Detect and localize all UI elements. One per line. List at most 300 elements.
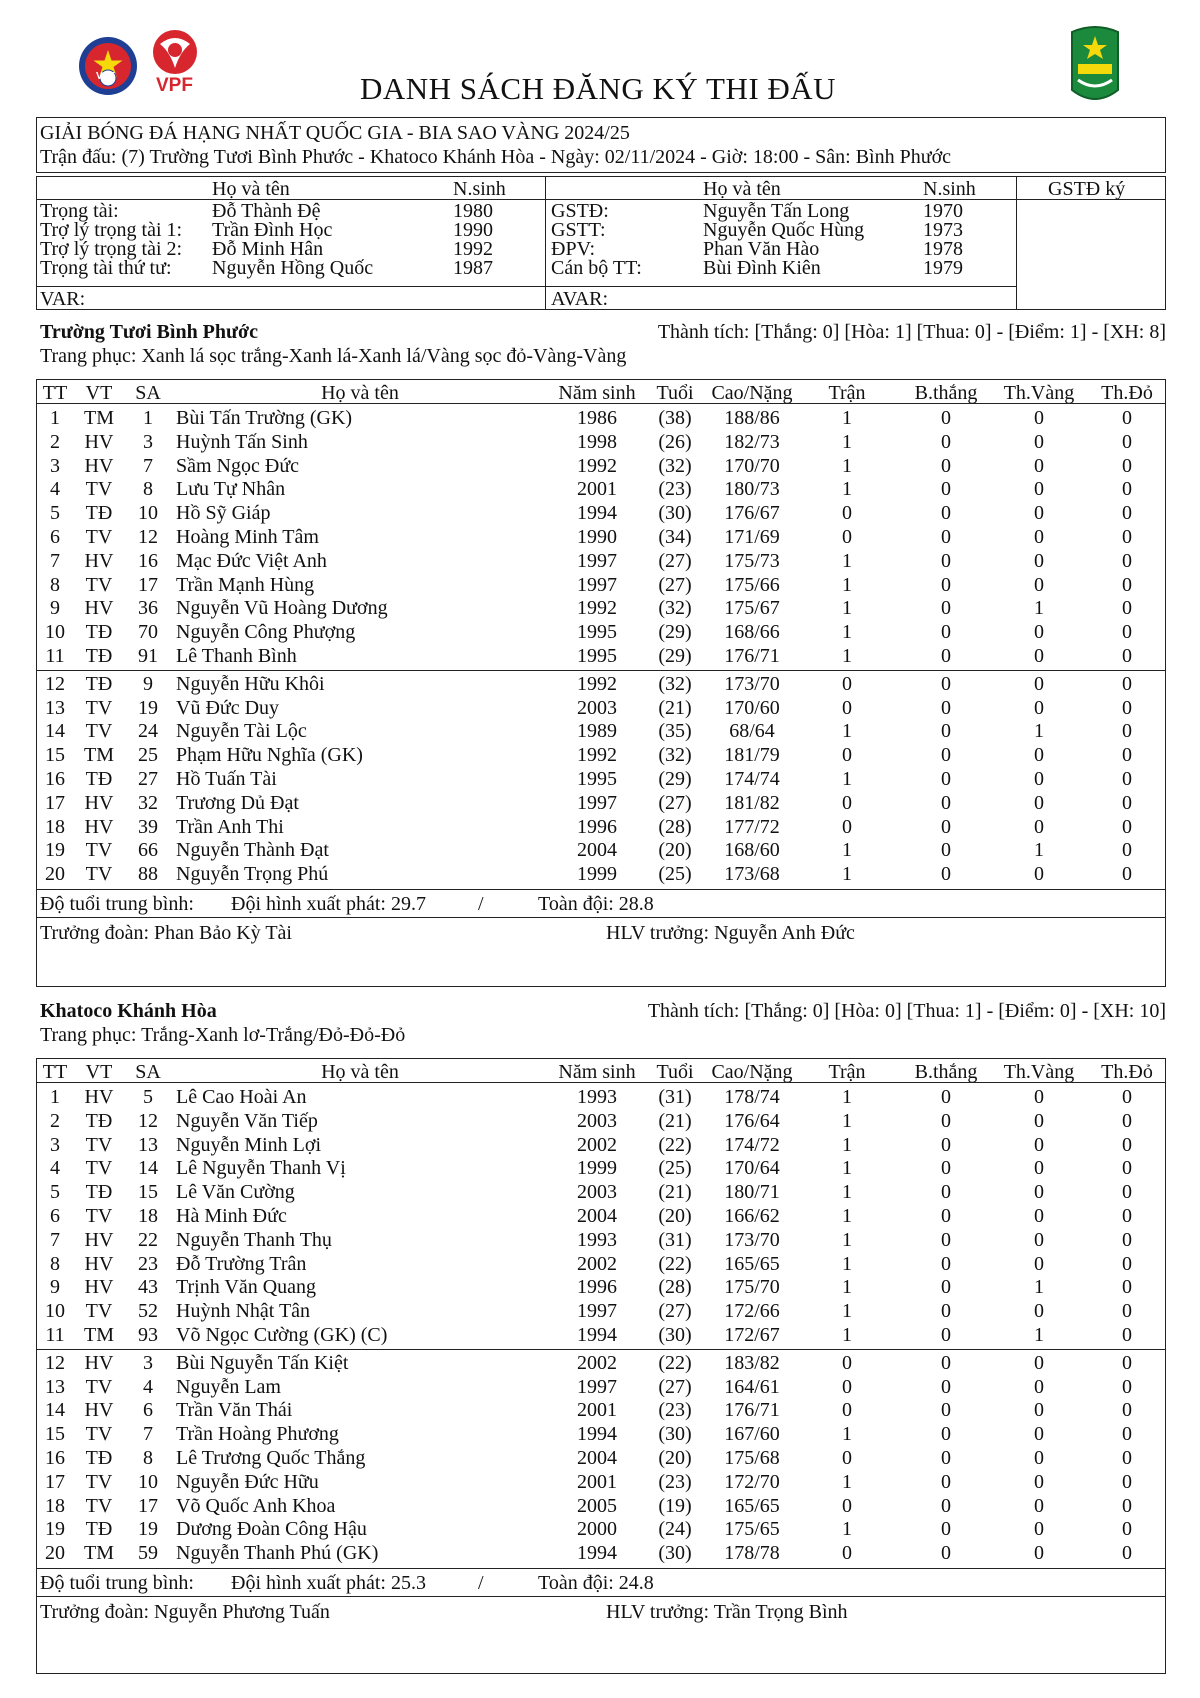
cell-shirt-number: 6 bbox=[143, 1399, 153, 1422]
cell-position: HV bbox=[84, 549, 114, 572]
cell-tt: 10 bbox=[45, 1300, 65, 1323]
cell-shirt-number: 3 bbox=[143, 1351, 153, 1374]
cell-tt: 4 bbox=[50, 1157, 60, 1180]
cell-age: (20) bbox=[658, 839, 692, 862]
team-record: Thành tích: [Thắng: 0] [Hòa: 1] [Thua: 0] - [Điểm: 1] - [XH: 8] bbox=[657, 321, 1166, 343]
cell-player-name: Lê Nguyễn Thanh Vị bbox=[176, 1157, 346, 1180]
cell-player-name: Dương Đoàn Công Hậu bbox=[176, 1518, 367, 1541]
column-header: Th.Đỏ bbox=[1101, 382, 1153, 404]
cell-position: TV bbox=[85, 720, 113, 743]
cell-player-name: Lưu Tự Nhân bbox=[176, 478, 286, 501]
avg-age-label: Độ tuổi trung bình: bbox=[40, 893, 194, 915]
cell-height-weight: 171/69 bbox=[724, 526, 780, 548]
cell-goals: 0 bbox=[941, 430, 951, 453]
cell-red-cards: 0 bbox=[1122, 1252, 1132, 1275]
column-header: Tuổi bbox=[656, 382, 694, 404]
official-name: Đỗ Minh Hân bbox=[212, 238, 324, 260]
cell-age: (30) bbox=[658, 1423, 692, 1446]
vff-logo bbox=[78, 36, 138, 96]
cell-birth-year: 1999 bbox=[577, 1157, 617, 1180]
cell-birth-year: 1994 bbox=[577, 1542, 617, 1565]
cell-age: (27) bbox=[658, 791, 692, 814]
cell-shirt-number: 88 bbox=[138, 863, 158, 886]
cell-height-weight: 168/60 bbox=[724, 839, 780, 862]
cell-tt: 11 bbox=[45, 645, 65, 667]
cell-tt: 11 bbox=[45, 1324, 65, 1346]
cell-tt: 18 bbox=[45, 1494, 65, 1517]
column-header: Trận bbox=[828, 382, 866, 404]
cell-height-weight: 173/70 bbox=[724, 1228, 780, 1251]
column-header: Tuổi bbox=[656, 1061, 694, 1083]
cell-goals: 0 bbox=[941, 1324, 951, 1346]
cell-matches: 1 bbox=[842, 1109, 852, 1132]
cell-tt: 5 bbox=[50, 1181, 60, 1204]
officials-col-birth-left: N.sinh bbox=[453, 178, 506, 200]
cell-birth-year: 1997 bbox=[577, 791, 617, 814]
cell-shirt-number: 19 bbox=[138, 1518, 158, 1541]
cell-red-cards: 0 bbox=[1122, 454, 1132, 477]
cell-goals: 0 bbox=[941, 1252, 951, 1275]
cell-red-cards: 0 bbox=[1122, 1205, 1132, 1227]
cell-shirt-number: 7 bbox=[143, 1423, 153, 1446]
cell-shirt-number: 14 bbox=[138, 1157, 158, 1180]
cell-matches: 0 bbox=[842, 815, 852, 838]
cell-age: (22) bbox=[658, 1133, 692, 1156]
cell-age: (35) bbox=[658, 720, 692, 743]
cell-yellow-cards: 0 bbox=[1034, 768, 1044, 790]
cell-position: HV bbox=[84, 597, 114, 620]
team-manager: Trưởng đoàn: Nguyễn Phương Tuấn bbox=[40, 1601, 330, 1623]
cell-yellow-cards: 0 bbox=[1034, 1133, 1044, 1156]
cell-height-weight: 166/62 bbox=[724, 1205, 780, 1227]
cell-player-name: Nguyễn Minh Lợi bbox=[176, 1133, 322, 1156]
cell-player-name: Mạc Đức Việt Anh bbox=[176, 549, 327, 572]
cell-height-weight: 176/71 bbox=[724, 1399, 780, 1422]
cell-player-name: Nguyễn Lam bbox=[176, 1375, 281, 1398]
cell-player-name: Sầm Ngọc Đức bbox=[176, 454, 300, 477]
cell-age: (25) bbox=[658, 1157, 692, 1180]
cell-birth-year: 2003 bbox=[577, 696, 617, 719]
table-row bbox=[0, 1324, 1200, 1346]
cell-birth-year: 1997 bbox=[577, 1375, 617, 1398]
cell-matches: 1 bbox=[842, 430, 852, 453]
cell-shirt-number: 39 bbox=[138, 815, 158, 838]
cell-height-weight: 172/70 bbox=[724, 1470, 780, 1493]
official-role: GSTĐ: bbox=[551, 200, 609, 222]
cell-position: HV bbox=[84, 791, 114, 814]
cell-shirt-number: 4 bbox=[143, 1375, 153, 1398]
cell-red-cards: 0 bbox=[1122, 1351, 1132, 1374]
cell-matches: 1 bbox=[842, 621, 852, 644]
column-header: Cao/Nặng bbox=[711, 1061, 793, 1083]
cell-goals: 0 bbox=[941, 672, 951, 695]
cell-red-cards: 0 bbox=[1122, 478, 1132, 501]
officials-col-birth-right: N.sinh bbox=[923, 178, 976, 200]
cell-position: HV bbox=[84, 1399, 114, 1422]
cell-position: TV bbox=[85, 863, 113, 886]
cell-position: TM bbox=[84, 744, 114, 767]
cell-matches: 0 bbox=[842, 1542, 852, 1565]
cell-height-weight: 68/64 bbox=[729, 720, 775, 743]
cell-shirt-number: 10 bbox=[138, 1470, 158, 1493]
cell-matches: 0 bbox=[842, 1375, 852, 1398]
cell-shirt-number: 25 bbox=[138, 744, 158, 767]
cell-player-name: Nguyễn Hữu Khôi bbox=[176, 672, 325, 695]
cell-birth-year: 1992 bbox=[577, 597, 617, 620]
cell-shirt-number: 9 bbox=[143, 672, 153, 695]
column-header: TT bbox=[42, 382, 68, 404]
cell-red-cards: 0 bbox=[1122, 1181, 1132, 1204]
cell-position: HV bbox=[84, 1228, 114, 1251]
cell-height-weight: 180/71 bbox=[724, 1181, 780, 1204]
cell-tt: 8 bbox=[50, 573, 60, 596]
cell-matches: 0 bbox=[842, 1351, 852, 1374]
cell-matches: 0 bbox=[842, 1494, 852, 1517]
cell-matches: 1 bbox=[842, 839, 852, 862]
column-header: SA bbox=[135, 1061, 161, 1083]
cell-height-weight: 165/65 bbox=[724, 1494, 780, 1517]
column-header: Th.Vàng bbox=[1003, 1061, 1075, 1083]
cell-yellow-cards: 0 bbox=[1034, 526, 1044, 548]
official-birth: 1978 bbox=[923, 238, 963, 260]
cell-red-cards: 0 bbox=[1122, 744, 1132, 767]
cell-tt: 5 bbox=[50, 502, 60, 525]
cell-shirt-number: 10 bbox=[138, 502, 158, 525]
cell-goals: 0 bbox=[941, 597, 951, 620]
cell-goals: 0 bbox=[941, 1351, 951, 1374]
cell-red-cards: 0 bbox=[1122, 1542, 1132, 1565]
cell-yellow-cards: 0 bbox=[1034, 1252, 1044, 1275]
league-line: GIẢI BÓNG ĐÁ HẠNG NHẤT QUỐC GIA - BIA SAO VÀNG 2024/25 bbox=[40, 122, 630, 144]
table-row bbox=[0, 1447, 1200, 1469]
cell-tt: 19 bbox=[45, 839, 65, 862]
table-row bbox=[0, 1157, 1200, 1179]
cell-tt: 14 bbox=[45, 720, 65, 743]
cell-birth-year: 2000 bbox=[577, 1518, 617, 1541]
cell-birth-year: 1996 bbox=[577, 1276, 617, 1299]
column-header: SA bbox=[135, 382, 161, 404]
cell-birth-year: 1989 bbox=[577, 720, 617, 743]
cell-player-name: Phạm Hữu Nghĩa (GK) bbox=[176, 744, 363, 767]
cell-red-cards: 0 bbox=[1122, 815, 1132, 838]
cell-position: TM bbox=[84, 407, 114, 429]
cell-height-weight: 188/86 bbox=[724, 407, 780, 429]
cell-goals: 0 bbox=[941, 1447, 951, 1469]
cell-matches: 1 bbox=[842, 454, 852, 477]
cell-red-cards: 0 bbox=[1122, 1300, 1132, 1323]
cell-tt: 2 bbox=[50, 430, 60, 453]
cell-height-weight: 182/73 bbox=[724, 430, 780, 453]
column-header: B.thắng bbox=[914, 1061, 978, 1083]
cell-player-name: Huỳnh Nhật Tân bbox=[176, 1300, 311, 1323]
cell-red-cards: 0 bbox=[1122, 1399, 1132, 1422]
cell-red-cards: 0 bbox=[1122, 768, 1132, 790]
cell-tt: 16 bbox=[45, 1447, 65, 1469]
cell-tt: 16 bbox=[45, 768, 65, 790]
cell-shirt-number: 12 bbox=[138, 526, 158, 548]
cell-tt: 6 bbox=[50, 526, 60, 548]
cell-goals: 0 bbox=[941, 1205, 951, 1227]
cell-red-cards: 0 bbox=[1122, 502, 1132, 525]
cell-yellow-cards: 0 bbox=[1034, 573, 1044, 596]
cell-height-weight: 175/70 bbox=[724, 1276, 780, 1299]
column-header: B.thắng bbox=[914, 382, 978, 404]
cell-goals: 0 bbox=[941, 815, 951, 838]
cell-yellow-cards: 0 bbox=[1034, 1423, 1044, 1446]
table-row bbox=[0, 1376, 1200, 1398]
cell-goals: 0 bbox=[941, 768, 951, 790]
cell-height-weight: 175/68 bbox=[724, 1447, 780, 1469]
cell-goals: 0 bbox=[941, 1157, 951, 1180]
table-row bbox=[0, 455, 1200, 477]
cell-shirt-number: 8 bbox=[143, 1447, 153, 1469]
cell-yellow-cards: 0 bbox=[1034, 621, 1044, 644]
cell-matches: 1 bbox=[842, 1228, 852, 1251]
table-row bbox=[0, 478, 1200, 500]
cell-birth-year: 1998 bbox=[577, 430, 617, 453]
cell-age: (27) bbox=[658, 573, 692, 596]
cell-shirt-number: 36 bbox=[138, 597, 158, 620]
cell-position: TV bbox=[85, 526, 113, 548]
cell-red-cards: 0 bbox=[1122, 573, 1132, 596]
cell-player-name: Hoàng Minh Tâm bbox=[176, 526, 319, 548]
cell-tt: 12 bbox=[45, 1351, 65, 1374]
cell-yellow-cards: 1 bbox=[1034, 1324, 1044, 1346]
cell-yellow-cards: 0 bbox=[1034, 1399, 1044, 1422]
avg-age-slash: / bbox=[478, 1572, 484, 1594]
cell-age: (30) bbox=[658, 1324, 692, 1346]
vff-logo-text: VFF bbox=[96, 71, 115, 82]
cell-shirt-number: 93 bbox=[138, 1324, 158, 1346]
cell-yellow-cards: 0 bbox=[1034, 645, 1044, 667]
cell-player-name: Trần Mạnh Hùng bbox=[176, 573, 315, 596]
cell-yellow-cards: 0 bbox=[1034, 1494, 1044, 1517]
cell-position: TĐ bbox=[85, 1518, 113, 1541]
official-birth: 1973 bbox=[923, 219, 963, 241]
cell-age: (21) bbox=[658, 1181, 692, 1204]
cell-shirt-number: 13 bbox=[138, 1133, 158, 1156]
cell-goals: 0 bbox=[941, 863, 951, 886]
cell-yellow-cards: 1 bbox=[1034, 839, 1044, 862]
official-birth: 1990 bbox=[453, 219, 493, 241]
cell-yellow-cards: 0 bbox=[1034, 549, 1044, 572]
table-row bbox=[0, 697, 1200, 719]
cell-shirt-number: 59 bbox=[138, 1542, 158, 1565]
cell-birth-year: 1992 bbox=[577, 744, 617, 767]
cell-position: TV bbox=[85, 1157, 113, 1180]
table-row bbox=[0, 1134, 1200, 1156]
cell-birth-year: 2002 bbox=[577, 1252, 617, 1275]
table-row bbox=[0, 1518, 1200, 1540]
cell-height-weight: 174/72 bbox=[724, 1133, 780, 1156]
cell-yellow-cards: 0 bbox=[1034, 478, 1044, 501]
cell-goals: 0 bbox=[941, 1399, 951, 1422]
cell-player-name: Nguyễn Vũ Hoàng Dương bbox=[176, 597, 388, 620]
cell-yellow-cards: 0 bbox=[1034, 502, 1044, 525]
cell-player-name: Đỗ Trường Trân bbox=[176, 1252, 307, 1275]
table-row bbox=[0, 1399, 1200, 1421]
cell-yellow-cards: 0 bbox=[1034, 672, 1044, 695]
cell-red-cards: 0 bbox=[1122, 1086, 1132, 1108]
cell-birth-year: 1986 bbox=[577, 407, 617, 429]
table-row bbox=[0, 839, 1200, 861]
cell-goals: 0 bbox=[941, 1228, 951, 1251]
cell-shirt-number: 5 bbox=[143, 1086, 153, 1108]
table-row bbox=[0, 1276, 1200, 1298]
table-row bbox=[0, 1300, 1200, 1322]
cell-red-cards: 0 bbox=[1122, 1324, 1132, 1346]
cell-matches: 1 bbox=[842, 1157, 852, 1180]
cell-red-cards: 0 bbox=[1122, 1133, 1132, 1156]
cell-birth-year: 2003 bbox=[577, 1181, 617, 1204]
table-row bbox=[0, 526, 1200, 548]
cell-matches: 1 bbox=[842, 549, 852, 572]
cell-player-name: Nguyễn Văn Tiếp bbox=[176, 1109, 318, 1132]
table-row bbox=[0, 407, 1200, 429]
official-name: Trần Đình Học bbox=[212, 219, 333, 241]
cell-yellow-cards: 0 bbox=[1034, 791, 1044, 814]
cell-shirt-number: 24 bbox=[138, 720, 158, 743]
cell-player-name: Huỳnh Tấn Sinh bbox=[176, 430, 308, 453]
official-name: Bùi Đình Kiên bbox=[703, 257, 821, 279]
cell-birth-year: 1999 bbox=[577, 863, 617, 886]
official-role: ĐPV: bbox=[551, 238, 596, 260]
cell-shirt-number: 7 bbox=[143, 454, 153, 477]
cell-player-name: Võ Ngọc Cường (GK) (C) bbox=[176, 1324, 388, 1346]
cell-tt: 1 bbox=[50, 1086, 60, 1108]
cell-birth-year: 1993 bbox=[577, 1086, 617, 1108]
cell-height-weight: 173/68 bbox=[724, 863, 780, 886]
cell-tt: 1 bbox=[50, 407, 60, 429]
official-birth: 1992 bbox=[453, 238, 493, 260]
cell-yellow-cards: 0 bbox=[1034, 1205, 1044, 1227]
cell-birth-year: 2001 bbox=[577, 478, 617, 501]
column-header: Họ và tên bbox=[321, 1061, 399, 1083]
cell-player-name: Vũ Đức Duy bbox=[176, 696, 280, 719]
cell-matches: 1 bbox=[842, 1276, 852, 1299]
cell-height-weight: 172/67 bbox=[724, 1324, 780, 1346]
cell-red-cards: 0 bbox=[1122, 696, 1132, 719]
table-row bbox=[0, 816, 1200, 838]
cell-tt: 13 bbox=[45, 1375, 65, 1398]
official-name: Phan Văn Hào bbox=[703, 238, 820, 260]
cell-yellow-cards: 0 bbox=[1034, 1109, 1044, 1132]
cell-goals: 0 bbox=[941, 621, 951, 644]
column-header: Th.Vàng bbox=[1003, 382, 1075, 404]
cell-age: (23) bbox=[658, 1470, 692, 1493]
cell-height-weight: 178/74 bbox=[724, 1086, 780, 1108]
cell-position: TV bbox=[85, 1494, 113, 1517]
vpf-logo-text: VPF bbox=[156, 75, 193, 96]
team-kit: Trang phục: Xanh lá sọc trắng-Xanh lá-Xanh lá/Vàng sọc đỏ-Vàng-Vàng bbox=[40, 345, 627, 367]
official-birth: 1980 bbox=[453, 200, 493, 222]
table-row bbox=[0, 792, 1200, 814]
cell-tt: 7 bbox=[50, 549, 60, 572]
cell-player-name: Trần Văn Thái bbox=[176, 1399, 293, 1422]
cell-position: TM bbox=[84, 1542, 114, 1565]
cell-goals: 0 bbox=[941, 1494, 951, 1517]
cell-age: (29) bbox=[658, 645, 692, 667]
cell-yellow-cards: 1 bbox=[1034, 720, 1044, 743]
cell-age: (22) bbox=[658, 1351, 692, 1374]
cell-height-weight: 181/82 bbox=[724, 791, 780, 814]
table-row bbox=[0, 621, 1200, 643]
official-name: Nguyễn Quốc Hùng bbox=[703, 219, 865, 241]
official-birth: 1979 bbox=[923, 257, 963, 279]
table-row bbox=[0, 597, 1200, 619]
table-row bbox=[0, 1471, 1200, 1493]
cell-shirt-number: 43 bbox=[138, 1276, 158, 1299]
cell-player-name: Lê Văn Cường bbox=[176, 1181, 295, 1204]
cell-age: (19) bbox=[658, 1494, 692, 1517]
column-header: Trận bbox=[828, 1061, 866, 1083]
cell-red-cards: 0 bbox=[1122, 1276, 1132, 1299]
cell-goals: 0 bbox=[941, 720, 951, 743]
table-row bbox=[0, 1181, 1200, 1203]
cell-red-cards: 0 bbox=[1122, 1494, 1132, 1517]
cell-matches: 1 bbox=[842, 1133, 852, 1156]
cell-shirt-number: 8 bbox=[143, 478, 153, 501]
cell-red-cards: 0 bbox=[1122, 839, 1132, 862]
cell-position: TĐ bbox=[85, 1181, 113, 1204]
cell-red-cards: 0 bbox=[1122, 672, 1132, 695]
cell-matches: 1 bbox=[842, 1423, 852, 1446]
cell-height-weight: 176/67 bbox=[724, 502, 780, 525]
cell-yellow-cards: 0 bbox=[1034, 1157, 1044, 1180]
cell-player-name: Nguyễn Công Phượng bbox=[176, 621, 356, 644]
cell-matches: 0 bbox=[842, 502, 852, 525]
cell-age: (27) bbox=[658, 1300, 692, 1323]
cell-shirt-number: 17 bbox=[138, 573, 158, 596]
cell-red-cards: 0 bbox=[1122, 791, 1132, 814]
cell-age: (23) bbox=[658, 1399, 692, 1422]
cell-matches: 1 bbox=[842, 1205, 852, 1227]
cell-matches: 1 bbox=[842, 1252, 852, 1275]
cell-shirt-number: 27 bbox=[138, 768, 158, 790]
column-header: VT bbox=[85, 1061, 113, 1083]
cell-height-weight: 176/64 bbox=[724, 1109, 780, 1132]
cell-position: TV bbox=[85, 1375, 113, 1398]
cell-yellow-cards: 0 bbox=[1034, 744, 1044, 767]
cell-position: HV bbox=[84, 454, 114, 477]
cell-yellow-cards: 1 bbox=[1034, 597, 1044, 620]
page-title: DANH SÁCH ĐĂNG KÝ THI ĐẤU bbox=[360, 71, 837, 106]
cell-birth-year: 1995 bbox=[577, 645, 617, 667]
cell-tt: 10 bbox=[45, 621, 65, 644]
cell-matches: 1 bbox=[842, 1181, 852, 1204]
cell-age: (38) bbox=[658, 407, 692, 429]
official-role: Cán bộ TT: bbox=[551, 257, 642, 279]
cell-position: TV bbox=[85, 1300, 113, 1323]
cell-yellow-cards: 0 bbox=[1034, 430, 1044, 453]
cell-yellow-cards: 0 bbox=[1034, 1447, 1044, 1469]
cell-tt: 19 bbox=[45, 1518, 65, 1541]
official-birth: 1987 bbox=[453, 257, 493, 279]
cell-age: (31) bbox=[658, 1228, 692, 1251]
cell-height-weight: 175/67 bbox=[724, 597, 780, 620]
cell-shirt-number: 23 bbox=[138, 1252, 158, 1275]
cell-age: (22) bbox=[658, 1252, 692, 1275]
cell-height-weight: 172/66 bbox=[724, 1300, 780, 1323]
cell-matches: 1 bbox=[842, 573, 852, 596]
cell-position: TĐ bbox=[85, 1109, 113, 1132]
cell-goals: 0 bbox=[941, 502, 951, 525]
cell-age: (20) bbox=[658, 1205, 692, 1227]
cell-age: (32) bbox=[658, 672, 692, 695]
cell-yellow-cards: 0 bbox=[1034, 1542, 1044, 1565]
table-row bbox=[0, 673, 1200, 695]
cell-player-name: Trương Dủ Đạt bbox=[176, 791, 299, 814]
